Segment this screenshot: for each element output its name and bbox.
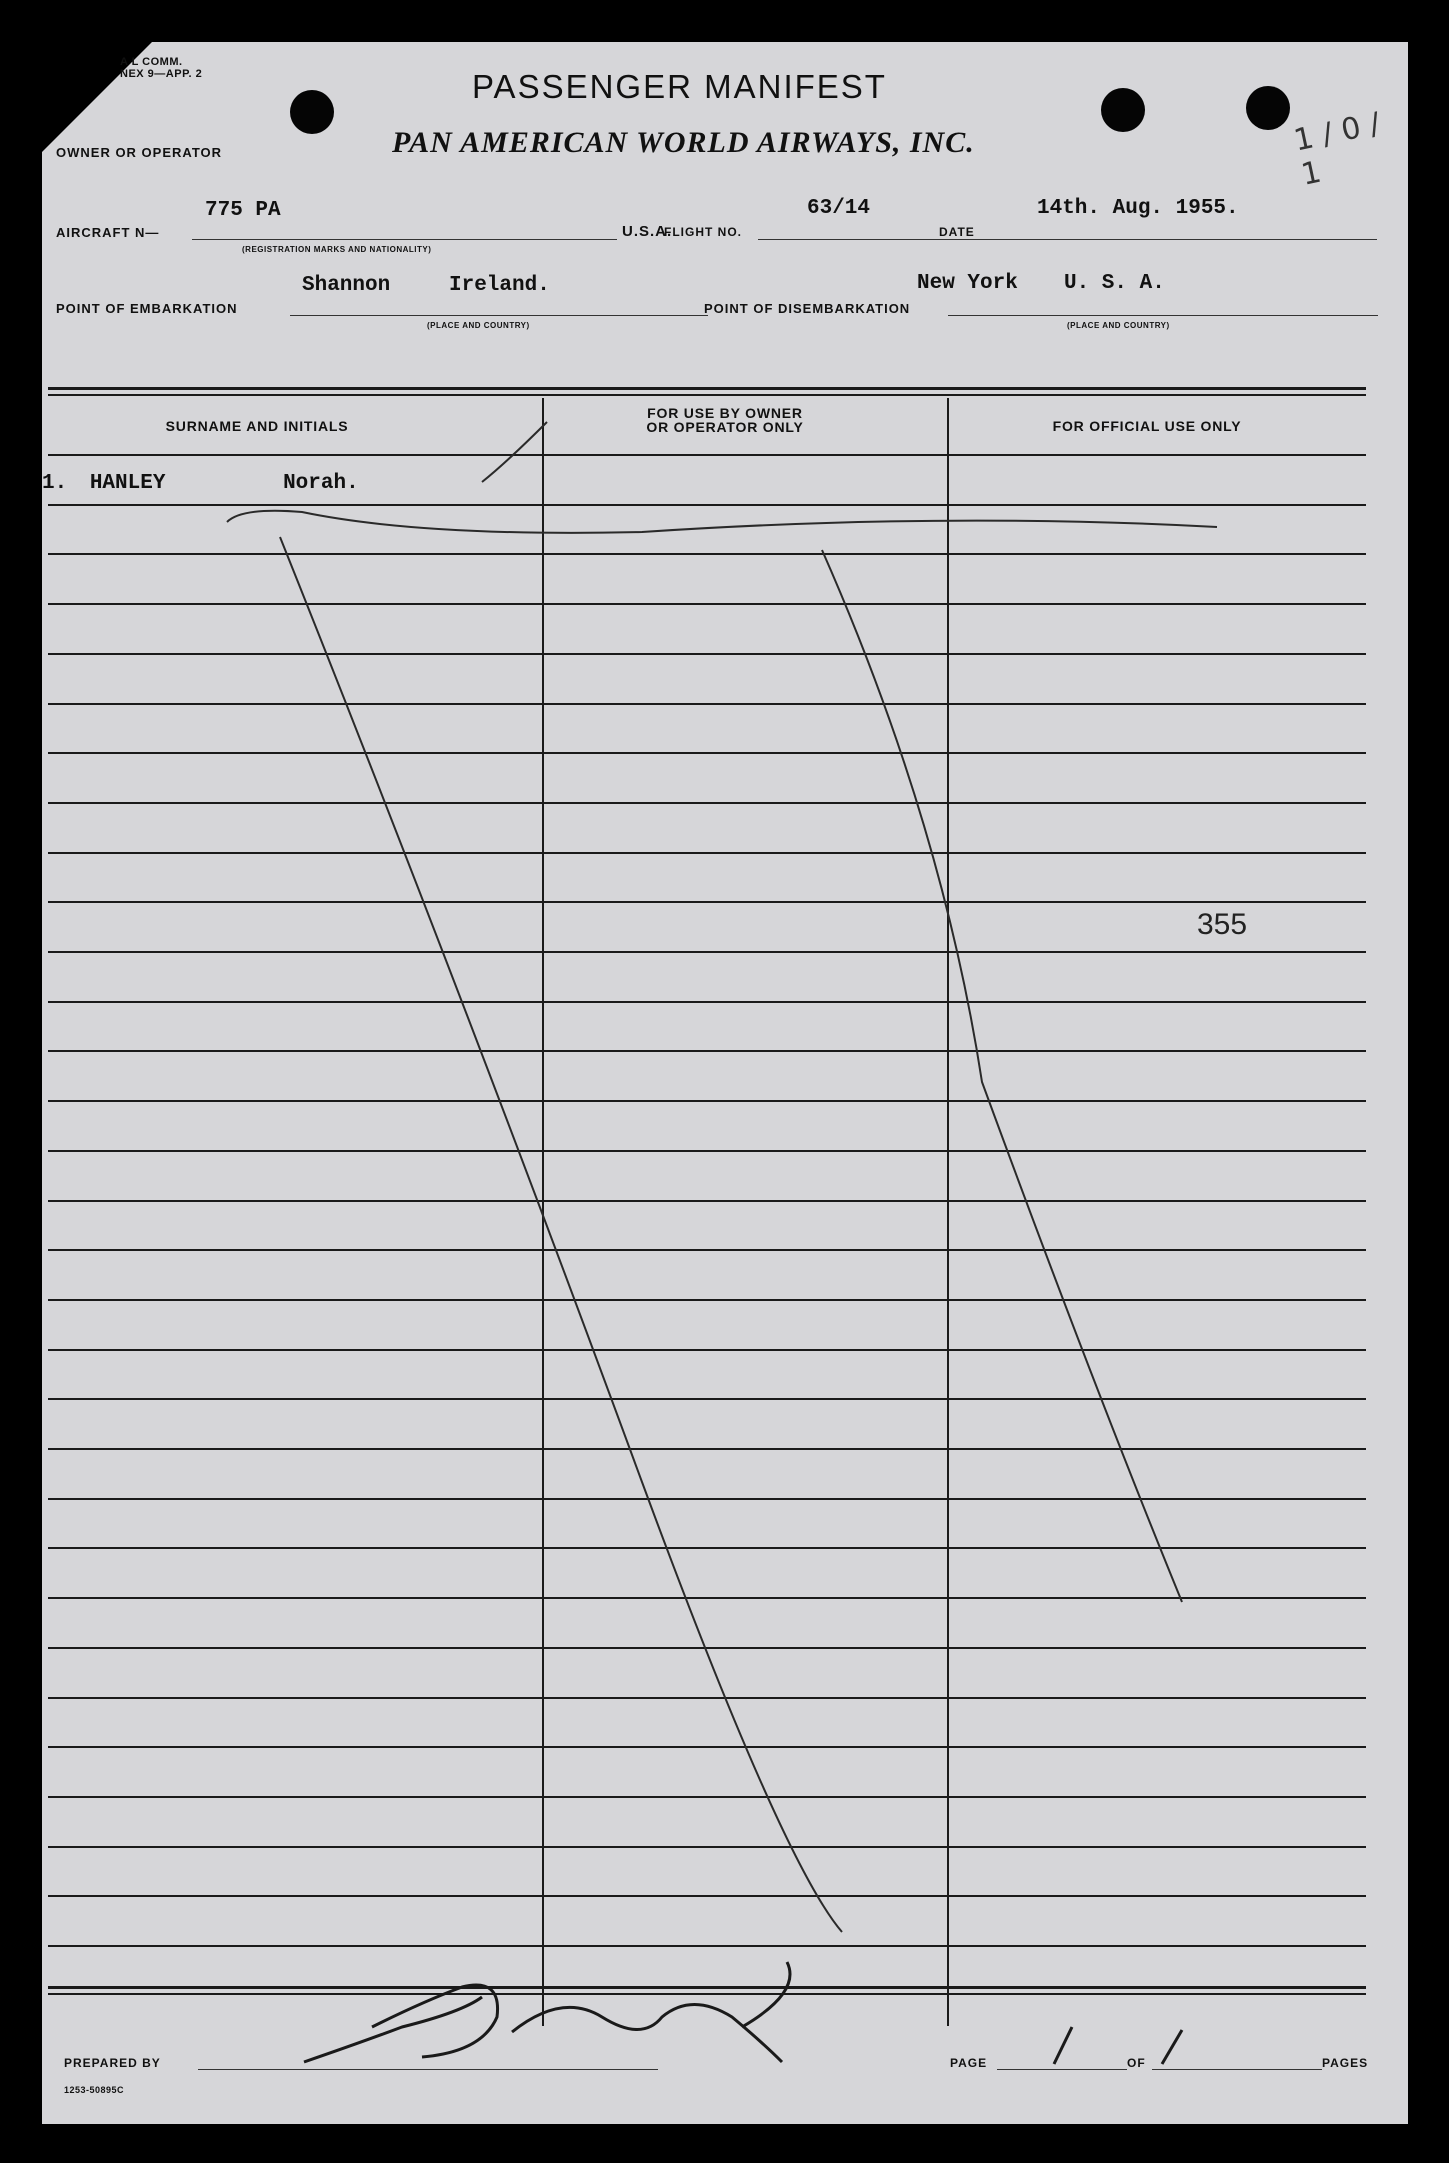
manifest-sheet bbox=[42, 42, 1408, 2124]
corner-stamp-line-1: A L COMM. bbox=[120, 56, 183, 68]
page-value bbox=[1052, 2027, 1069, 2057]
date-value: 14th. Aug. 1955. bbox=[1037, 197, 1239, 220]
embarkation-label: POINT OF EMBARKATION bbox=[56, 301, 238, 316]
date-label: DATE bbox=[939, 225, 975, 239]
disembarkation-sublabel: (PLACE AND COUNTRY) bbox=[1067, 321, 1170, 330]
embarkation-country: Ireland. bbox=[449, 274, 550, 297]
handwritten-marks bbox=[42, 42, 1408, 2124]
row-number: 1. bbox=[42, 472, 68, 495]
form-number: 1253-50895C bbox=[64, 2085, 125, 2095]
corner-stamp-line-2: NEX 9—APP. 2 bbox=[120, 68, 203, 80]
official-stamp-number: 355 bbox=[1197, 908, 1248, 941]
flight-label: FLIGHT NO. bbox=[664, 225, 742, 239]
of-label: OF bbox=[1127, 2056, 1146, 2070]
prepared-by-underline bbox=[198, 2069, 658, 2070]
signature-stroke bbox=[304, 1962, 790, 2062]
row-initials: Norah. bbox=[283, 472, 359, 495]
strike-through-stroke bbox=[227, 511, 1217, 533]
page-label: PAGE bbox=[950, 2056, 988, 2070]
of-underline bbox=[1152, 2069, 1322, 2070]
column-header-surname: SURNAME AND INITIALS bbox=[165, 418, 349, 434]
table-bottom-rule-2 bbox=[48, 1993, 1366, 1995]
embarkation-place: Shannon bbox=[302, 274, 391, 297]
column-header-official: FOR OFFICIAL USE ONLY bbox=[1052, 418, 1242, 434]
of-value bbox=[1160, 2027, 1177, 2057]
prepared-by-label: PREPARED BY bbox=[64, 2056, 161, 2070]
diagonal-slash-right bbox=[822, 550, 1182, 1602]
aircraft-value: 775 PA bbox=[205, 199, 281, 222]
disembarkation-country: U. S. A. bbox=[1064, 272, 1165, 295]
aircraft-sublabel: (REGISTRATION MARKS AND NATIONALITY) bbox=[242, 245, 432, 254]
table-bottom-rule bbox=[48, 1986, 1366, 1989]
row-surname: HANLEY bbox=[89, 472, 166, 495]
aircraft-country: U.S.A. bbox=[622, 223, 673, 240]
pages-label: PAGES bbox=[1322, 2056, 1369, 2070]
flight-value: 63/14 bbox=[807, 197, 871, 220]
disembarkation-label: POINT OF DISEMBARKATION bbox=[704, 301, 911, 316]
operator-name: PAN AMERICAN WORLD AIRWAYS, INC. bbox=[392, 126, 975, 159]
disembarkation-place: New York bbox=[917, 272, 1018, 295]
owner-label: OWNER OR OPERATOR bbox=[56, 145, 223, 160]
aircraft-label: AIRCRAFT N— bbox=[56, 225, 160, 240]
page-title: PASSENGER MANIFEST bbox=[472, 68, 887, 105]
checkmark-stroke bbox=[482, 422, 547, 482]
margin-handwritten-note: 1 / 0 / 1 bbox=[1290, 106, 1384, 193]
embarkation-sublabel: (PLACE AND COUNTRY) bbox=[427, 321, 530, 330]
column-header-owner: FOR USE BY OWNER OR OPERATOR ONLY bbox=[646, 405, 804, 435]
page-underline bbox=[997, 2069, 1127, 2070]
diagonal-slash-left bbox=[280, 537, 842, 1932]
